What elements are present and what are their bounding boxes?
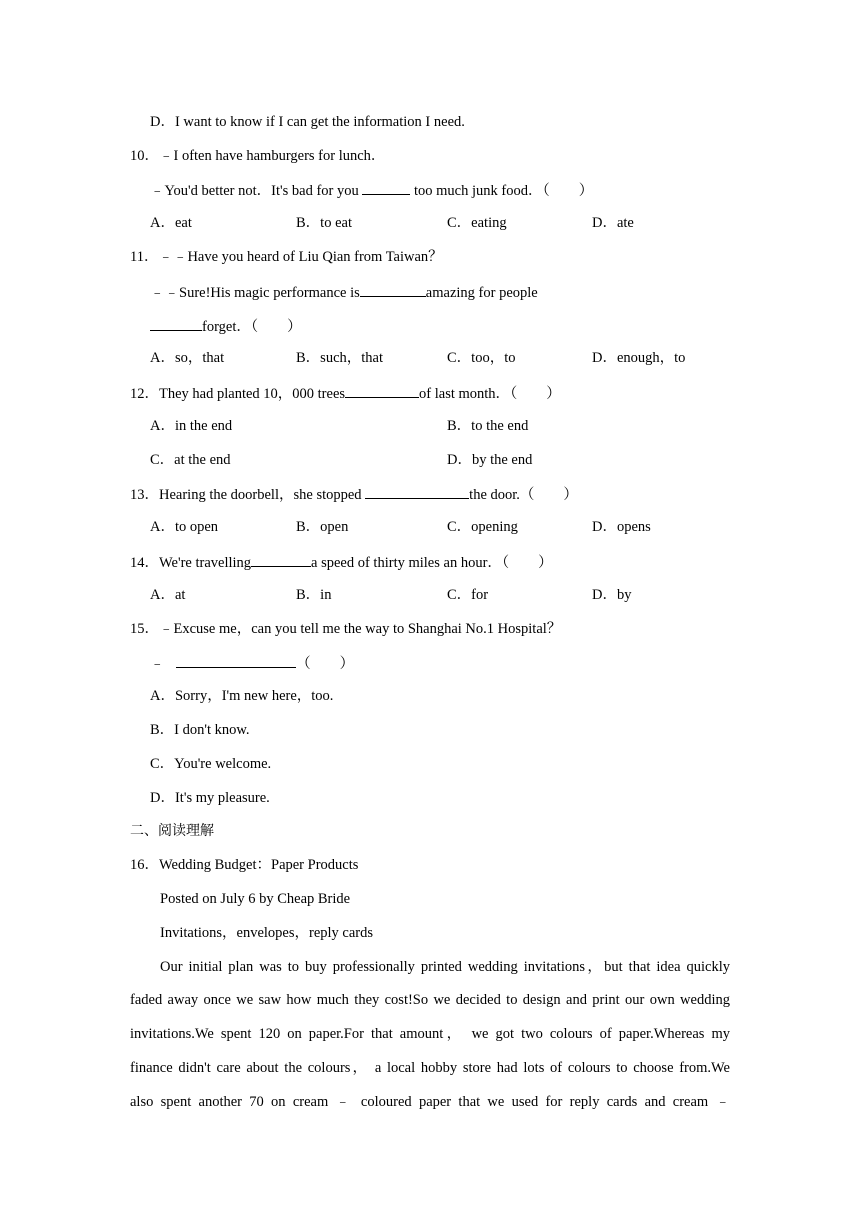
q16-para-line-1: Our initial plan was to buy professionally printed wedding invitations，but that idea quickly <box>160 959 730 975</box>
q13-option-a: A．to open <box>150 519 219 535</box>
q12-text-a: 12．They had planted 10，000 trees <box>130 386 346 402</box>
q13-text-b: the door.（ ） <box>469 487 578 503</box>
q10-option-c: C．eating <box>447 215 507 231</box>
q14-option-c: C．for <box>447 587 489 603</box>
q13-option-c: C．opening <box>447 519 518 535</box>
q15-paren: （ ） <box>296 656 355 672</box>
q12-option-a: A．in the end <box>150 418 233 434</box>
q10-line2 <box>150 180 593 200</box>
q11-text-a: ﹣﹣Sure!His magic performance is <box>150 285 360 301</box>
q12-text-b: of last month．（ ） <box>419 386 561 402</box>
q14-option-b: B．in <box>296 587 332 603</box>
q10-option-d: D．ate <box>592 215 634 231</box>
q11-stem: 11．﹣﹣Have you heard of Liu Qian from Taiwan？ <box>130 249 443 265</box>
q14-blank <box>251 552 311 567</box>
q10-blank <box>362 180 410 195</box>
q12-option-d: D．by the end <box>447 452 533 468</box>
q10-text-a: ﹣You'd better not．It's bad for you <box>150 183 359 199</box>
q11-option-d: D．enough，to <box>592 350 686 366</box>
q15-dash: ﹣ <box>150 656 165 672</box>
q14-text-a: 14．We're travelling <box>130 555 252 571</box>
q14-option-a: A．at <box>150 587 186 603</box>
q12-stem <box>130 383 561 403</box>
q12-blank <box>345 383 419 398</box>
q15-option-a: A．Sorry，I'm new here，too. <box>150 688 334 704</box>
q11-blank-1 <box>360 282 426 297</box>
q9-option-d: D．I want to know if I can get the information I need. <box>150 114 465 130</box>
q16-para-line-3: invitations.We spent 120 on paper.For that amount， we got two colours of paper.Whereas my <box>130 1026 730 1042</box>
q16-posted: Posted on July 6 by Cheap Bride <box>160 891 351 907</box>
q15-stem: 15．﹣Excuse me，can you tell me the way to Shanghai No.1 Hospital？ <box>130 621 562 637</box>
q14-text-b: a speed of thirty miles an hour．（ ） <box>311 555 553 571</box>
q10-option-b: B．to eat <box>296 215 352 231</box>
q11-text-c: forget．（ ） <box>202 319 302 335</box>
q15-blank <box>176 653 296 668</box>
q15-option-b: B．I don't know. <box>150 722 250 738</box>
q12-option-b: B．to the end <box>447 418 529 434</box>
q13-stem <box>130 484 578 504</box>
q16-subhead: Invitations，envelopes，reply cards <box>160 925 374 941</box>
q16-para-line-2: faded away once we saw how much they cost!So we decided to design and print our own wedding <box>130 992 730 1008</box>
q13-blank <box>365 484 469 499</box>
q16-para-line-4: finance didn't care about the colours， a local hobby store had lots of colours to choose from.We <box>130 1060 730 1076</box>
q13-option-b: B．open <box>296 519 349 535</box>
q13-option-d: D．opens <box>592 519 651 535</box>
q11-blank-2 <box>150 316 202 331</box>
q14-option-d: D．by <box>592 587 632 603</box>
q14-stem <box>130 552 553 572</box>
q11-option-b: B．such，that <box>296 350 383 366</box>
q12-option-c: C．at the end <box>150 452 231 468</box>
q10-stem: 10．﹣I often have hamburgers for lunch． <box>130 148 386 164</box>
q16-title: 16．Wedding Budget：Paper Products <box>130 857 359 873</box>
section-heading: 二、阅读理解 <box>130 823 214 839</box>
q10-text-b: too much junk food．（ ） <box>414 183 594 199</box>
q15-option-c: C．You're welcome. <box>150 756 272 772</box>
q11-option-c: C．too，to <box>447 350 516 366</box>
q10-option-a: A．eat <box>150 215 192 231</box>
q11-line3 <box>150 316 302 336</box>
q11-option-a: A．so，that <box>150 350 225 366</box>
q16-para-line-5: also spent another 70 on cream ﹣ coloured paper that we used for reply cards and cream ﹣ <box>130 1094 730 1110</box>
q11-line2 <box>150 282 538 302</box>
q11-text-b: amazing for people <box>425 285 538 301</box>
q15-line2 <box>150 653 354 673</box>
q15-option-d: D．It's my pleasure. <box>150 790 270 806</box>
q13-text-a: 13．Hearing the doorbell，she stopped <box>130 487 362 503</box>
